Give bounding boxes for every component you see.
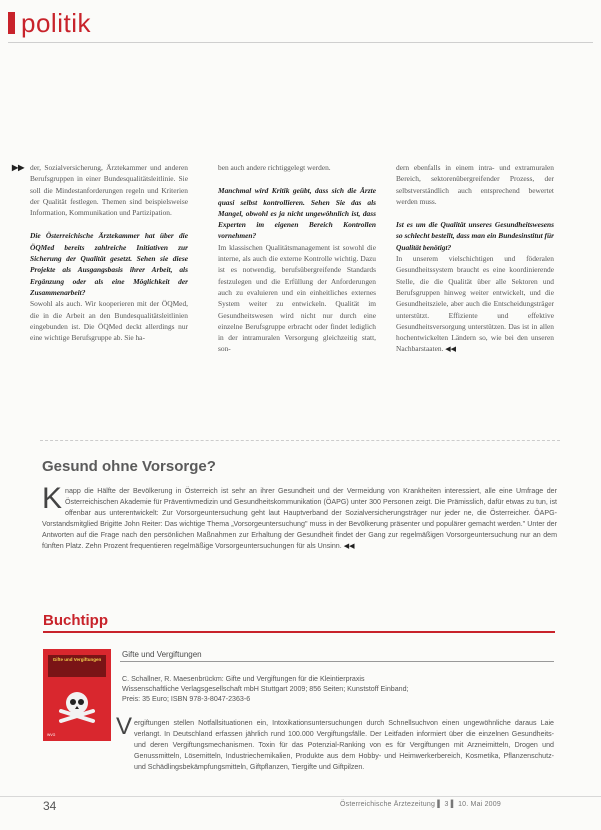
publication-info: Österreichische Ärztezeitung ▌ 3 ▌ 10. Mai 2009	[340, 801, 501, 808]
book-cover-title: Gifte und Vergiftungen	[52, 657, 102, 662]
book-cover-image	[43, 649, 111, 741]
interview-question: Ist es um die Qualität unseres Gesundheitswesens so schlecht bestellt, dass man ein Bundesinstitut für Qualität benötigt?	[396, 220, 554, 252]
paragraph-text: In unserem vielschichtigen und föderalen Gesundheitssystem braucht es eine koordinierende Stelle, die die Qualität über alle Sektoren und Berufsgruppen hinweg weiter entwickelt, und die Gesundheitsziele, aber auch die Entscheidungsträger unterstützt. Effiziente und effektive Gesundheitsversorgung unterstützen. Das ist in allen hochentwickelten Ländern so, wie bei den unseren Nachbarstaaten.	[396, 254, 554, 354]
interview-question: Die Österreichische Ärztekammer hat über die ÖQMed bereits zahlreiche Initiativen zur Sicherung der Qualität gesetzt. Sehen sie diese Projekte als Ausgangsbasis ihrer Arbeit, als Ergänzung oder als eine Möglichkeit der Zusammenarbeit?	[30, 231, 188, 297]
header-accent-bar	[8, 12, 15, 34]
book-price: Preis: 35 Euro; ISBN 978-3-8047-2363-6	[122, 694, 251, 703]
box-body	[42, 482, 557, 553]
buchtipp-heading: Buchtipp	[43, 612, 108, 629]
box-title: Gesund ohne Vorsorge?	[42, 458, 216, 475]
book-subtitle: Gifte und Vergiftungen	[122, 650, 202, 659]
skull-icon	[57, 689, 97, 729]
book-subtitle-rule	[120, 661, 554, 662]
paragraph: Im klassischen Qualitätsmanagement ist sowohl die interne, als auch die externe Kontrolle wichtig. Dazu ist es notwendig, berufsübergreifende Standards festzulegen und die Erfüllung der Anforderungen auch zu evaluieren und ein einheitliches externes System weiter zu entwickeln. Qualität im Gesundheitswesen wird nicht nur durch eine einzelne Berufsgruppe erbracht oder findet lediglich in der intramuralen Versorgung gleichzeitig statt, son-	[218, 242, 376, 354]
article-column-2	[218, 162, 376, 355]
paragraph: der, Sozialversicherung, Ärztekammer und anderen Berufsgruppen in einer Bundesqualitätsleitlinie. Sie soll die Mindestanforderungen regeln und Kriterien der Qualität festlegen. Themen sind beispielsweise Information, Kommunikation und Partizipation.	[30, 163, 188, 218]
paragraph: dern ebenfalls in einem intra- und extramuralen Bereich, sektorenübergreifender Prozess, der selbstverständlich auch entsprechend bewertet werden muss.	[396, 163, 554, 206]
buchtipp-rule	[43, 631, 555, 633]
book-authors: C. Schallner, R. Maesenbrückm: Gifte und Vergiftungen für die Kleintierpraxis	[122, 675, 365, 683]
end-mark-icon: ◀◀	[445, 345, 457, 354]
paragraph: Sowohl als auch. Wir kooperieren mit der ÖQMed, die in die Arbeit an den Bundesqualitätsleitlinien eingebunden ist. Die ÖQMed deckt allerdings nur eine wichtige Berufsgruppe ab. Sie ha-	[30, 299, 188, 343]
book-description: ergiftungen stellen Notfallsituationen ein, Intoxikationsuntersuchungen durch Schnellsuchvon einen ungewöhnliche daraus Laie verlangt. In Deutschland erfassen jährlich rund 100.000 Vergiftungsfälle. Der Leitfaden informiert über die einzelnen Gesundheits- und deren Vergiftungsmechanismen. Toxin für das Potenzial-Ranking von es für Vergiftungen mit Arzneimitteln, Drogen und Genussmitteln, Lösemitteln, Industriechemikalien, Produkte aus dem Hobby- und Heimwerkerbereich, Kosmetika, Pflanzenschutz- und Schädlingsbekämpfungsmitteln, Giftpflanzen, Tiergifte und Giftpilzen.	[134, 719, 554, 772]
end-mark-icon: ◀◀	[343, 542, 355, 551]
header-divider	[8, 42, 593, 43]
article-column-1	[30, 162, 188, 343]
box-paragraph: napp die Hälfte der Bevölkerung in Österreich ist sehr an ihrer Gesundheit und der Vermeidung von Krankheiten interessiert, alle eine Umfrage der Österreichischen Akademie für Präventivmedizin und Gesundheitskommunikation (ÖAPG) unter 300 Personen zeigt. Die Prämisslich, dafür etwas zu tun, ist offenbar aus unterentwickelt: Zur Vorsorgeuntersuchung geht laut Hauptverband der Sozialversicherungsträger nur jeder ne, die Österreicher. ÖAPG-Vorstandsmitglied Brigitte John Reiter: Das wichtige Thema „Vorsorgeuntersuchung" muss in der Bevölkerung präsenter und populärer gemacht werden." Unter der Antworten auf die Frage nach den persönlichen Maßnahmen zur Erhaltung der Gesundheit findet der Gang zur regelmäßigen Vorsorgeuntersuchung nur an dem fünften Platz. Zehn Prozent frequentieren regelmäßige Vorsorgeuntersuchungen für als Unsinn.	[42, 487, 557, 551]
section-divider	[40, 440, 560, 441]
continuation-arrow-icon: ▶▶	[12, 163, 25, 172]
interview-question: Manchmal wird Kritik geübt, dass sich die Ärzte quasi selbst kontrollieren. Sehen Sie das als Mangel, obwohl es ja nicht ungewöhnlich ist, dass Experten im eigenen Bereich Kontrollen vornehmen?	[218, 186, 376, 241]
paragraph: ben auch andere richtiggelegt werden.	[218, 163, 331, 172]
drop-cap: V	[116, 713, 133, 740]
article-column-3	[396, 162, 554, 356]
book-publisher: WVG	[47, 733, 56, 737]
paragraph	[396, 253, 554, 356]
section-title: politik	[21, 8, 91, 38]
footer-divider	[0, 796, 601, 797]
book-publisher-line: Wissenschaftliche Verlagsgesellschaft mbH Stuttgart 2009; 856 Seiten; Kunststoff Einband;	[122, 684, 409, 693]
drop-cap: K	[42, 482, 63, 515]
page-number: 34	[43, 799, 57, 813]
book-info	[122, 675, 552, 704]
